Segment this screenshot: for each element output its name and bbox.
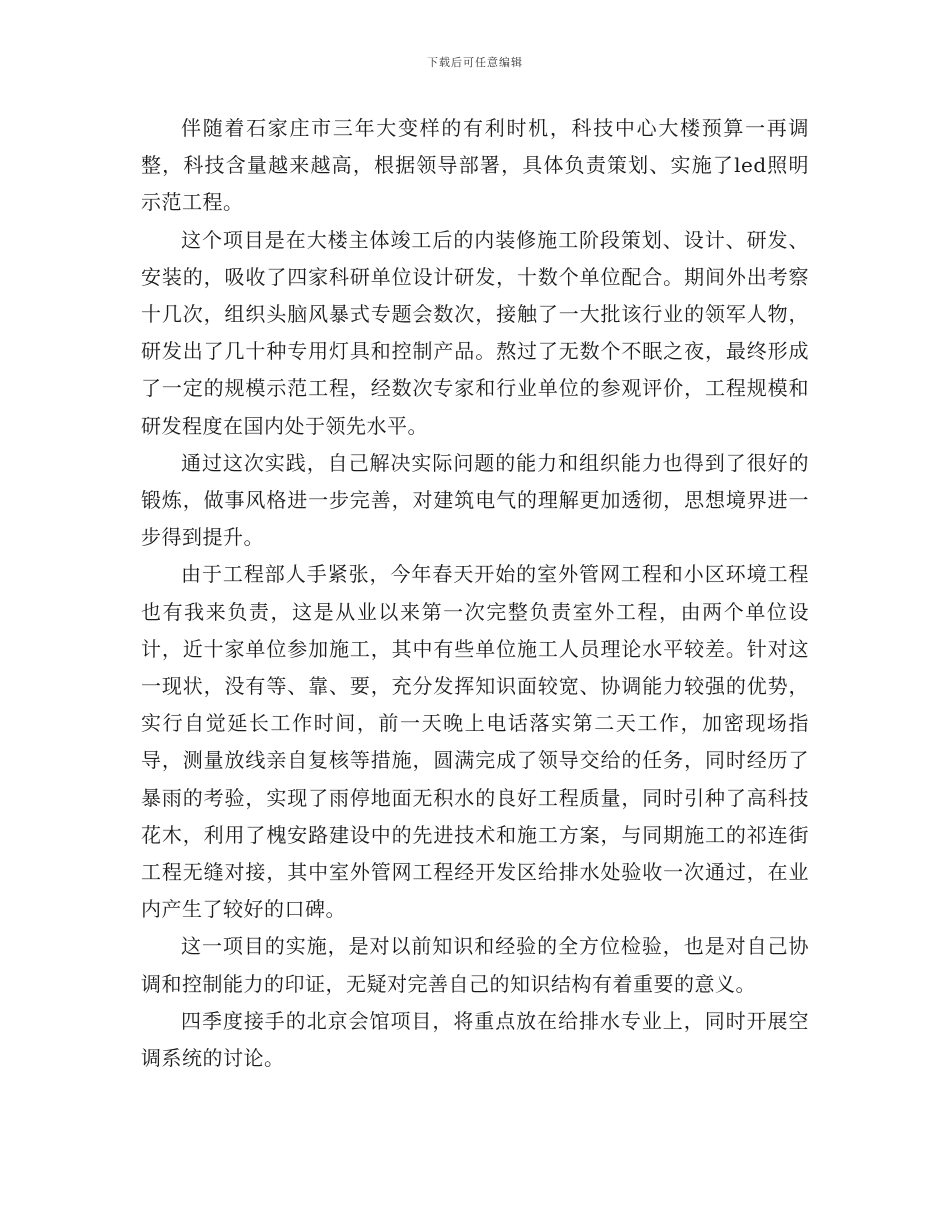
paragraph-project-details: 这个项目是在大楼主体竣工后的内装修施工阶段策划、设计、研发、安装的，吸收了四家科研单位设计研发，十数个单位配合。期间外出考察十几次，组织头脑风暴式专题会数次，接触了一大批该行业的领军人物，研发出了几十种专用灯具和控制产品。熬过了无数个不眠之夜，最终形成了一定的规模示范工程，经数次专家和行业单位的参观评价，工程规模和研发程度在国内处于领先水平。 [141,227,809,438]
paragraph-practice-gains: 通过这次实践，自己解决实际问题的能力和组织能力也得到了很好的锻炼，做事风格进一步完善，对建筑电气的理解更加透彻，思想境界进一步得到提升。 [141,450,809,550]
paragraph-beijing-project: 四季度接手的北京会馆项目，将重点放在给排水专业上，同时开展空调系统的讨论。 [141,1008,809,1071]
paragraph-project-significance: 这一项目的实施，是对以前知识和经验的全方位检验，也是对自己协调和控制能力的印证，无疑对完善自己的知识结构有着重要的意义。 [141,934,809,996]
page-header-note: 下载后可任意编辑 [427,56,523,69]
paragraph-outdoor-works: 由于工程部人手紧张，今年春天开始的室外管网工程和小区环境工程也有我来负责，这是从业以来第一次完整负责室外工程，由两个单位设计，近十家单位参加施工，其中有些单位施工人员理论水平较差。针对这一现状，没有等、靠、要，充分发挥知识面较宽、协调能力较强的优势，实行自觉延长工作时间，前一天晚上电话落实第二天工作，加密现场指导，测量放线亲自复核等措施，圆满完成了领导交给的任务，同时经历了暴雨的考验，实现了雨停地面无积水的良好工程质量，同时引种了高科技花木，利用了槐安路建设中的先进技术和施工方案，与同期施工的祁连街工程无缝对接，其中室外管网工程经开发区给排水处验收一次通过，在业内产生了较好的口碑。 [141,562,809,922]
paragraph-led-project: 伴随着石家庄市三年大变样的有利时机，科技中心大楼预算一再调整，科技含量越来越高，根据领导部署，具体负责策划、实施了led照明示范工程。 [141,116,809,215]
document-body [141,110,809,1077]
